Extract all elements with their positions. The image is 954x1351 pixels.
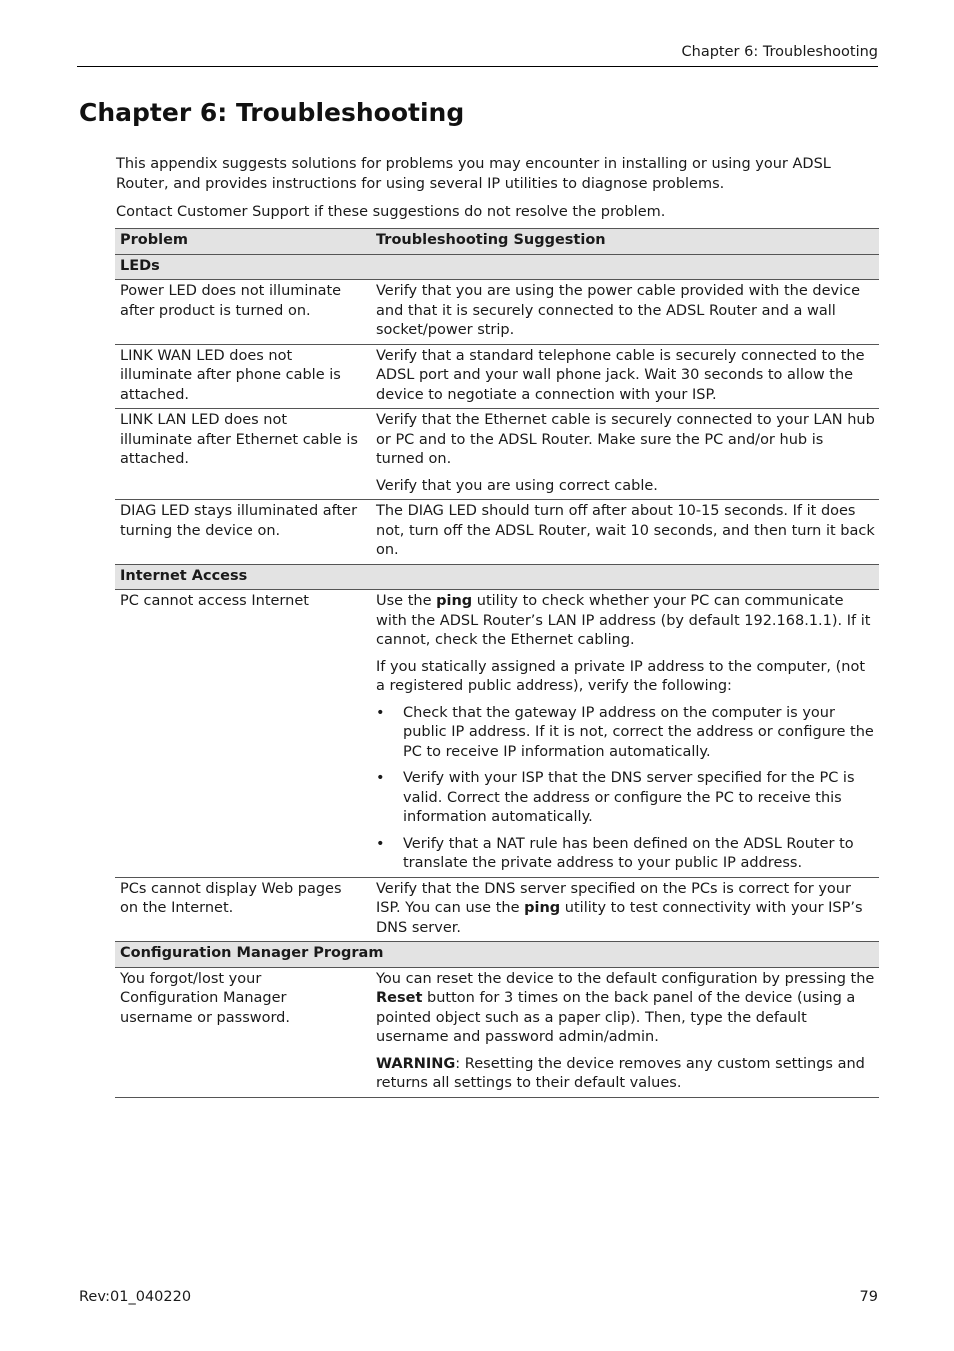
header-rule (77, 66, 878, 67)
list-item-text: Verify with your ISP that the DNS server specified for the PC is valid. Correct the address or configure the PC to receive this information automatically. (403, 770, 855, 825)
bullet-icon: • (376, 704, 385, 721)
table-row (115, 967, 879, 1097)
table-row (115, 500, 879, 565)
suggestion-paragraph (376, 970, 875, 1048)
running-header: Chapter 6: Troubleshooting (681, 44, 878, 60)
section-row-internet-access (115, 564, 879, 590)
suggestion-cell: The DIAG LED should turn off after about 10-15 seconds. If it does not, turn off the ADSL Router, wait 10 seconds, and then turn it back on. (366, 500, 879, 565)
text-run: Verify that the DNS server specified on the PCs is correct for your ISP. You can use the (376, 880, 851, 916)
table-row (115, 877, 879, 942)
warning-text: : Resetting the device removes any custom settings and returns all settings to their default values. (376, 1055, 865, 1091)
footer-page-number: 79 (859, 1289, 878, 1305)
section-title-leds: LEDs (115, 254, 879, 280)
table-row (115, 409, 879, 500)
intro (116, 155, 878, 223)
text-run: button for 3 times on the back panel of the device (using a pointed object such as a paper clip). Then, type the default username and password admin/admin. (376, 990, 856, 1045)
table-row (115, 280, 879, 345)
column-header-problem: Problem (115, 229, 366, 255)
text-run: utility to check whether your PC can communicate with the ADSL Router’s LAN IP address (by default 192.168.1.1). If it cannot, check the Ethernet cabling. (376, 593, 871, 648)
table-header-row (115, 229, 879, 255)
suggestion-paragraph: If you statically assigned a private IP address to the computer, (not a registered public address), verify the following: (376, 658, 866, 694)
section-row-configuration-manager (115, 942, 879, 968)
list-item-text: Check that the gateway IP address on the computer is your public IP address. If it is not, correct the address or configure the PC to receive IP information automatically. (403, 704, 874, 760)
suggestion-cell: Verify that a standard telephone cable is securely connected to the ADSL port and your wall phone jack. Wait 30 seconds to allow the device to negotiate a connection with your ISP. (366, 344, 879, 409)
warning-label: WARNING (376, 1055, 456, 1072)
bullet-icon: • (376, 770, 385, 786)
problem-cell: You forgot/lost your Configuration Manager username or password. (115, 967, 366, 1097)
problem-cell: PC cannot access Internet (115, 590, 366, 878)
bullet-icon: • (376, 835, 385, 852)
table-row (115, 590, 879, 878)
section-title-configuration-manager: Configuration Manager Program (115, 942, 879, 968)
troubleshooting-table (115, 228, 879, 1098)
section-title-internet-access: Internet Access (115, 564, 879, 590)
problem-cell: Power LED does not illuminate after product is turned on. (115, 280, 366, 345)
intro-paragraph: This appendix suggests solutions for problems you may encounter in installing or using your ADSL Router, and provides instructions for using several IP utilities to diagnose problems. (116, 156, 831, 192)
list-item (376, 704, 875, 763)
chapter-title: Chapter 6: Troubleshooting (79, 98, 465, 127)
suggestion-paragraph: Verify that the Ethernet cable is securely connected to your LAN hub or PC and to the ADSL Router. Make sure the PC and/or hub is turned on. (376, 412, 875, 467)
problem-cell: LINK WAN LED does not illuminate after phone cable is attached. (115, 344, 366, 409)
suggestion-cell: Verify that you are using the power cable provided with the device and that it is securely connected to the ADSL Router and a wall socket/power strip. (366, 280, 879, 345)
column-header-suggestion: Troubleshooting Suggestion (366, 229, 879, 255)
ping-keyword: ping (524, 900, 561, 916)
warning-paragraph (376, 1055, 875, 1094)
suggestion-cell (366, 590, 879, 878)
list-item-text: Verify that a NAT rule has been defined on the ADSL Router to translate the private address to your public IP address. (403, 835, 854, 871)
suggestion-paragraph: Verify that you are using correct cable. (376, 477, 658, 494)
table-row (115, 344, 879, 409)
footer-revision: Rev:01_040220 (79, 1289, 192, 1305)
suggestion-cell (366, 967, 879, 1097)
suggestion-cell (366, 877, 879, 942)
contact-support-note: Contact Customer Support if these suggestions do not resolve the problem. (116, 204, 666, 220)
suggestion-paragraph (376, 592, 875, 651)
ping-keyword: ping (436, 593, 473, 609)
reset-keyword: Reset (376, 990, 423, 1006)
text-run: utility to test connectivity with your ISP’s DNS server. (376, 900, 863, 936)
problem-cell: LINK LAN LED does not illuminate after Ethernet cable is attached. (115, 409, 366, 500)
suggestion-cell (366, 409, 879, 500)
list-item (376, 769, 875, 828)
list-item (376, 835, 875, 874)
problem-cell: PCs cannot display Web pages on the Internet. (115, 877, 366, 942)
problem-cell: DIAG LED stays illuminated after turning the device on. (115, 500, 366, 565)
text-run: Use the (376, 593, 437, 609)
text-run: You can reset the device to the default configuration by pressing the (376, 970, 875, 987)
section-row-leds (115, 254, 879, 280)
bullet-list (376, 704, 875, 874)
